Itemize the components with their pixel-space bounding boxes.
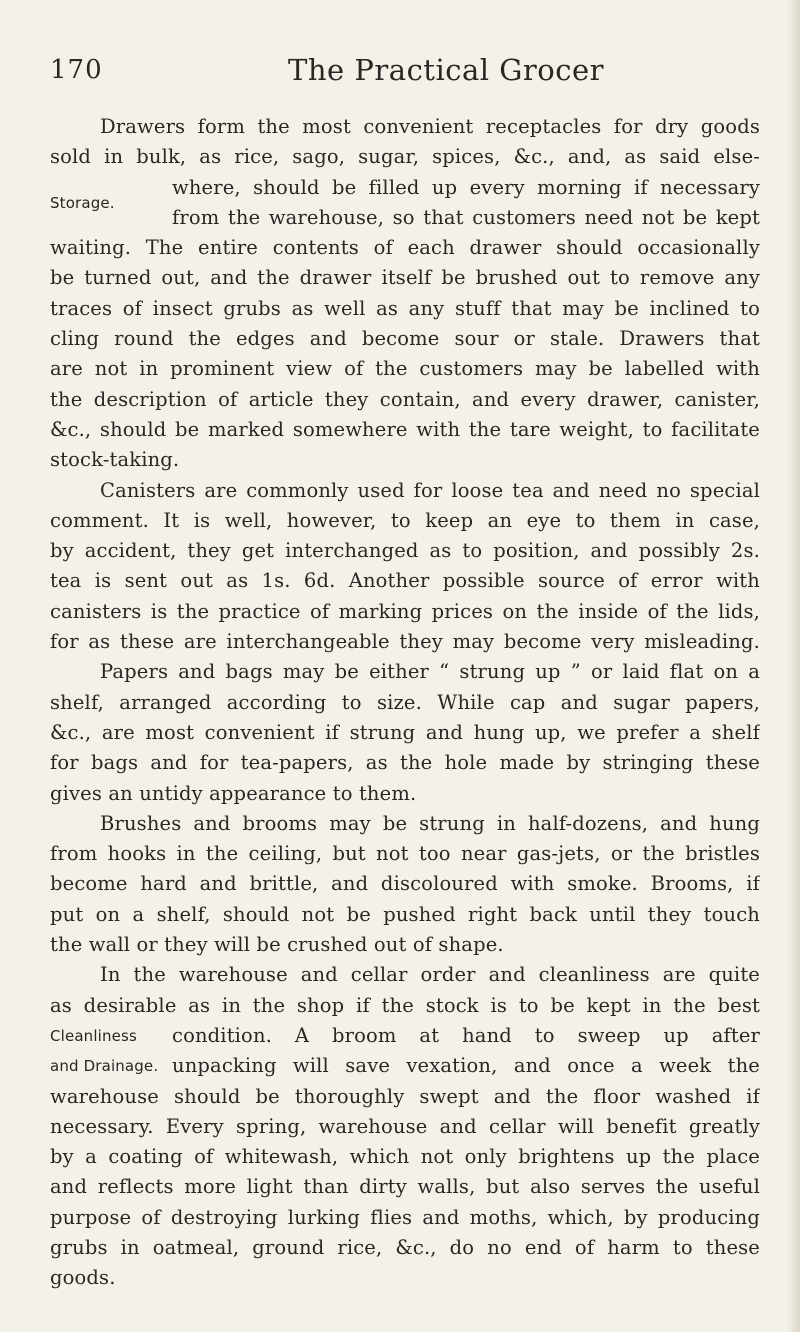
paragraph-line: shelf, arranged according to size. While cap and sugar papers, xyxy=(50,690,760,714)
paragraph-line: from the warehouse, so that customers need not be kept xyxy=(172,205,760,229)
paragraph-line: grubs in oatmeal, ground rice, &c., do no end of harm to these xyxy=(50,1235,760,1259)
paragraph-line: for bags and for tea-papers, as the hole made by stringing these xyxy=(50,751,760,775)
paragraph-line: put on a shelf, should not be pushed right back until they touch xyxy=(50,902,760,926)
paragraph-line: Canisters are commonly used for loose tea and need no special xyxy=(100,478,760,502)
paragraph-line: by a coating of whitewash, which not only brightens up the place xyxy=(50,1145,760,1169)
margin-note-storage-label: Storage. xyxy=(50,193,115,212)
paragraph-line: necessary. Every spring, warehouse and cellar will benefit greatly xyxy=(50,1114,760,1138)
paragraph-line: traces of insect grubs as well as any stuff that may be inclined to xyxy=(50,296,760,320)
paragraph-line: &c., are most convenient if strung and hung up, we prefer a shelf xyxy=(50,720,760,744)
paragraph-line: are not in prominent view of the customers may be labelled with xyxy=(50,357,760,381)
margin-row xyxy=(50,1051,760,1081)
paragraph-line: comment. It is well, however, to keep an eye to them in case, xyxy=(50,508,760,532)
page-number: 170 xyxy=(50,55,103,85)
paragraph-line: condition. A broom at hand to sweep up after xyxy=(172,1023,760,1047)
paragraph-line: cling round the edges and become sour or stale. Drawers that xyxy=(50,327,760,351)
paragraph-line: goods. xyxy=(50,1266,116,1290)
margin-row xyxy=(50,193,760,233)
paragraph-line: Drawers form the most convenient receptacles for dry goods xyxy=(100,115,760,138)
margin-row xyxy=(50,1021,760,1051)
paragraph-line: warehouse should be thoroughly swept and the floor washed if xyxy=(50,1084,760,1108)
page-header xyxy=(50,50,760,90)
paragraph-line: sold in bulk, as rice, sago, sugar, spices, &c., and, as said else- xyxy=(50,145,760,169)
page-edge-shadow xyxy=(786,0,800,1332)
margin-note-drainage: and Drainage. xyxy=(50,1057,159,1076)
paragraph-line: purpose of destroying lurking flies and moths, which, by producing xyxy=(50,1205,760,1229)
body-text xyxy=(50,112,760,1294)
margin-note-cleanliness: Cleanliness xyxy=(50,1026,137,1045)
paragraph-line: gives an untidy appearance to them. xyxy=(50,781,417,805)
paragraph-line: waiting. The entire contents of each drawer should occasionally xyxy=(50,236,760,260)
paragraph-line: for as these are interchangeable they may become very misleading. xyxy=(50,630,760,654)
paragraph-line: be turned out, and the drawer itself be brushed out to remove any xyxy=(50,266,760,290)
paragraph-line: as desirable as in the shop if the stock is to be kept in the best xyxy=(50,993,760,1017)
paragraph-line: Brushes and brooms may be strung in half-dozens, and hung xyxy=(100,811,760,835)
paragraph-line: where, should be filled up every morning if necessary xyxy=(172,175,760,199)
paragraph-line: and reflects more light than dirty walls, but also serves the useful xyxy=(50,1175,760,1199)
running-title: The Practical Grocer xyxy=(288,53,605,87)
paragraph-line: become hard and brittle, and discoloured with smoke. Brooms, if xyxy=(50,872,760,896)
paragraph-line: &c., should be marked somewhere with the tare weight, to facilitate xyxy=(50,417,760,441)
paragraph-line: In the warehouse and cellar order and cleanliness are quite xyxy=(100,963,760,987)
paragraph-line: Papers and bags may be either “ strung up ” or laid flat on a xyxy=(100,660,760,684)
paragraph-line: stock-taking. xyxy=(50,448,180,472)
paragraph-line: by accident, they get interchanged as to position, and possibly 2s. xyxy=(50,539,760,563)
paragraph-line: unpacking will save vexation, and once a week the xyxy=(172,1054,760,1078)
paragraph-line: canisters is the practice of marking prices on the inside of the lids, xyxy=(50,599,760,623)
paragraph-line: tea is sent out as 1s. 6d. Another possible source of error with xyxy=(50,569,760,593)
paragraph-line: the wall or they will be crushed out of shape. xyxy=(50,933,504,957)
paragraph-line: the description of article they contain, and every drawer, canister, xyxy=(50,387,760,411)
paragraph-line: from hooks in the ceiling, but not too near gas-jets, or the bristles xyxy=(50,842,760,866)
